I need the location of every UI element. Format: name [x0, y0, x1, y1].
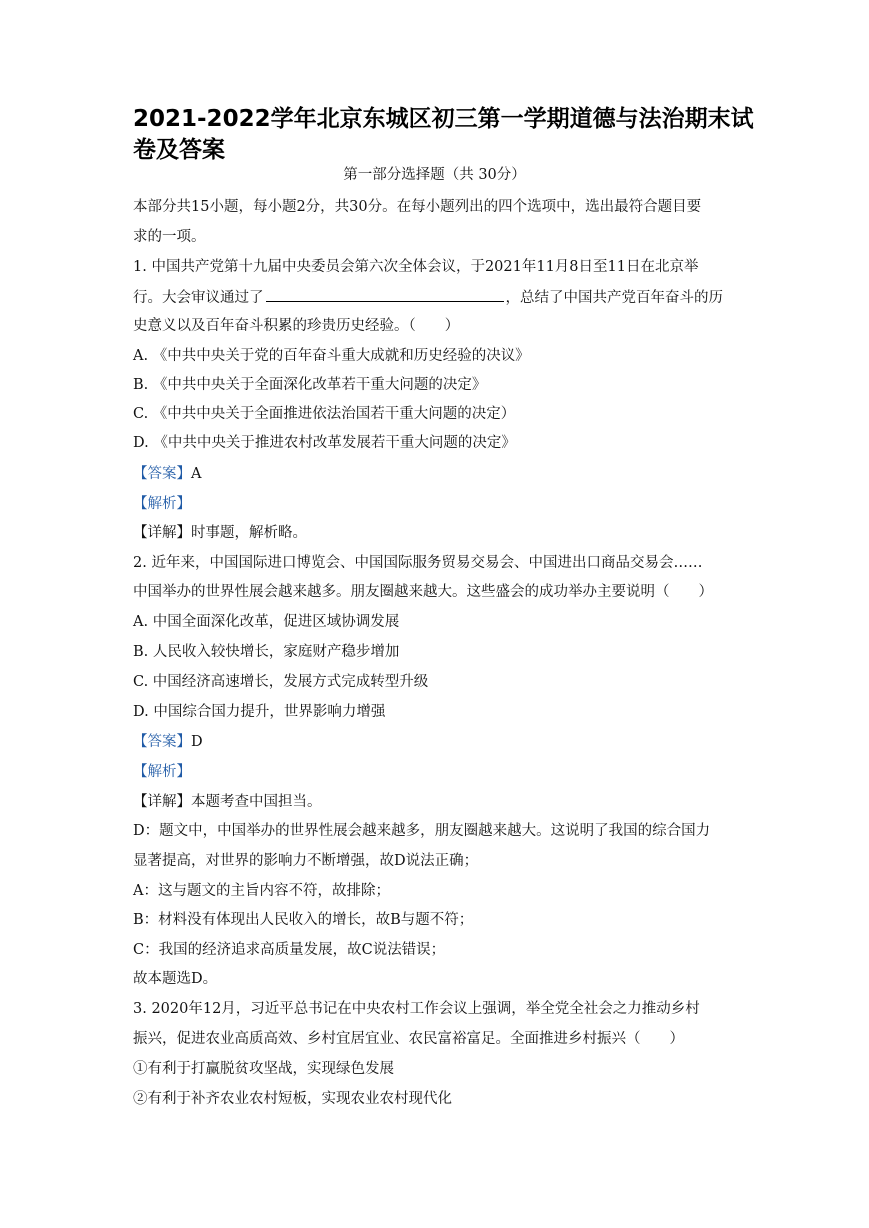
- q1-stem-line-3: 史意义以及百年奋斗积累的珍贵历史经验。（ ）: [133, 318, 460, 334]
- q2-analysis-label: 【解析】: [133, 764, 191, 780]
- q2-option-a: A. 中国全面深化改革，促进区域协调发展: [133, 614, 400, 630]
- q2-stem-line-2: 中国举办的世界性展会越来越多。朋友圈越来越大。这些盛会的成功举办主要说明（ ）: [133, 584, 713, 600]
- q1-stem-part-a: 行。大会审议通过了: [133, 290, 264, 306]
- q1-stem-line-1: 1. 中国共产党第十九届中央委员会第六次全体会议，于2021年11月8日至11日在北京举: [133, 259, 699, 275]
- q1-stem-part-b: ，总结了中国共产党百年奋斗的历: [505, 290, 723, 306]
- section-title: 第一部分选择题（共 30分）: [343, 167, 526, 183]
- q2-explain-line: C：我国的经济追求高质量发展，故C说法错误；: [133, 942, 446, 958]
- detail-text: 本题考查中国担当。: [191, 794, 322, 810]
- q1-stem-line-2: [133, 288, 753, 307]
- detail-label: 【详解】: [133, 794, 191, 810]
- q3-stem-line-1: 3. 2020年12月，习近平总书记在中央农村工作会议上强调，举全党全社会之力推动乡村: [133, 1001, 700, 1017]
- title-line-2: 卷及答案: [133, 137, 225, 163]
- intro-line-1: 本部分共15小题，每小题2分，共30分。在每小题列出的四个选项中，选出最符合题目要: [133, 199, 702, 215]
- intro-line-2: 求的一项。: [133, 229, 206, 245]
- answer-value: D: [191, 734, 203, 750]
- q1-option-b: B. 《中共中央关于全面深化改革若干重大问题的决定》: [133, 377, 487, 393]
- q1-option-a: A. 《中共中央关于党的百年奋斗重大成就和历史经验的决议》: [133, 348, 530, 364]
- detail-text: 时事题，解析略。: [191, 525, 307, 541]
- answer-label: 【答案】: [133, 466, 191, 482]
- answer-label: 【答案】: [133, 734, 191, 750]
- q2-option-d: D. 中国综合国力提升，世界影响力增强: [133, 704, 386, 720]
- q2-explain-line: B：材料没有体现出人民收入的增长，故B与题不符；: [133, 912, 474, 928]
- q2-explain-line: D：题文中，中国举办的世界性展会越来越多，朋友圈越来越大。这说明了我国的综合国力: [133, 823, 711, 839]
- title-line-1: 2021-2022学年北京东城区初三第一学期道德与法治期末试: [133, 106, 754, 132]
- q2-answer: [133, 733, 753, 751]
- q1-detail: [133, 524, 753, 542]
- q2-detail: [133, 793, 753, 811]
- document-title: [133, 104, 773, 166]
- q1-answer: [133, 465, 753, 483]
- q1-option-c: C. 《中共中央关于全面推进依法治国若干重大问题的决定）: [133, 406, 516, 422]
- fill-in-blank: [266, 288, 504, 302]
- q1-analysis-label: 【解析】: [133, 496, 191, 512]
- q3-item-2: ②有利于补齐农业农村短板，实现农业农村现代化: [133, 1091, 452, 1107]
- q2-stem-line-1: 2. 近年来，中国国际进口博览会、中国国际服务贸易交易会、中国进出口商品交易会……: [133, 555, 703, 571]
- q2-option-c: C. 中国经济高速增长，发展方式完成转型升级: [133, 674, 429, 690]
- q2-explain-line: 故本题选D。: [133, 971, 218, 987]
- q2-explain-line: A：这与题文的主旨内容不符，故排除；: [133, 883, 390, 899]
- q2-option-b: B. 人民收入较快增长，家庭财产稳步增加: [133, 644, 400, 660]
- answer-value: A: [191, 466, 202, 482]
- q3-stem-line-2: 振兴，促进农业高质高效、乡村宜居宜业、农民富裕富足。全面推进乡村振兴（ ）: [133, 1031, 684, 1047]
- q1-option-d: D. 《中共中央关于推进农村改革发展若干重大问题的决定》: [133, 435, 516, 451]
- detail-label: 【详解】: [133, 525, 191, 541]
- q2-explain-line: 显著提高，对世界的影响力不断增强，故D说法正确；: [133, 853, 479, 869]
- q3-item-1: ①有利于打赢脱贫攻坚战，实现绿色发展: [133, 1061, 394, 1077]
